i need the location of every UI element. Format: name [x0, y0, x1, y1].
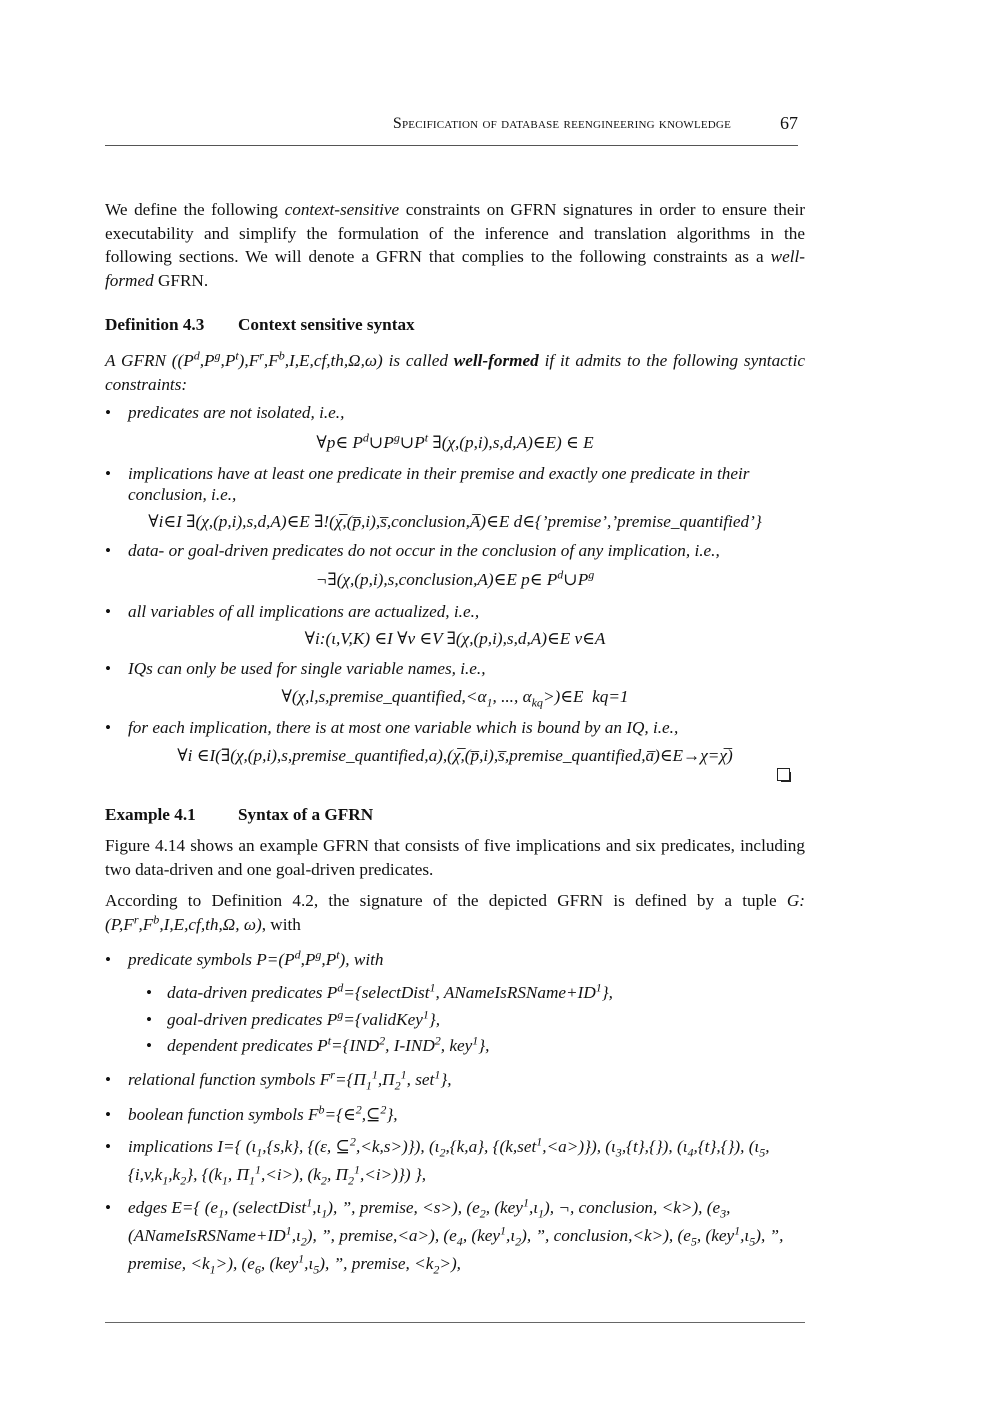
example-title: Syntax of a GFRN: [238, 805, 374, 824]
signature-subitem: • dependent predicates $P^t=\{IND^2$, I-IND$^2$, key$^1$},: [146, 1033, 490, 1055]
footer-rule: [105, 1322, 805, 1323]
end-of-definition-icon: [777, 768, 790, 781]
formula: ∀i:(ι,V,K) ∈I ∀v ∈V ∃(χ,(p,i),s,d,A)∈E v∈A: [304, 629, 606, 648]
running-header-title: Specification of database reengineering knowledge: [392, 115, 731, 132]
constraint-item: • implications have at least one predicate in their premise and exactly one predicate in their conclusion, i.e.,: [105, 464, 750, 504]
formula: ∀i ∈I(∃(χ,(p,i),s,premise_quantified,a),(χ̅,(p̅,i),s̅,premise_quantified,a̅)∈E→χ=χ̅): [177, 746, 733, 765]
definition-lead: A GFRN $((P^d,P^g,P^t),F^r,F^b,I,E,cf,th,\Omega,\omega)$ is called well-formed if it admits to the following syntactic constraints:: [105, 348, 805, 394]
signature-item: • relational function symbols $F^r=\{\Pi_1^1,\Pi_2^1$, set$^1$},: [105, 1067, 452, 1093]
constraint-item: • all variables of all implications are actualized, i.e.,: [105, 602, 480, 621]
definition-heading: [105, 315, 415, 335]
formula: ∀i∈I ∃(χ,(p,i),s,d,A)∈E ∃!(χ̅,(p̅,i),s̅,conclusion,A̅)∈E d∈{’premise’,’premise_quantified’}: [148, 512, 762, 531]
page-number: 67: [780, 113, 798, 133]
signature-subitem: • goal-driven predicates $P^g=\{validKey^1\}$,: [146, 1007, 441, 1029]
example-paragraph: Figure 4.14 shows an example GFRN that consists of five implications and six predicates, including two data-driven and one goal-driven predicates.: [105, 836, 805, 879]
signature-item: • boolean function symbols $F^b=\{\in^2,⊆^2\}$,: [105, 1102, 398, 1124]
formula: ¬∃(χ,(p,i),s,conclusion,A)∈E p∈ $P^d\cup P^g$: [315, 567, 595, 589]
signature-item: • predicate symbols $P=(P^d,P^g,P^t)$, with: [105, 947, 384, 969]
signature-item: • implications I={ ($\iota_1,\{s,k\}$, {(ε, ⊆$^2$,<k,s>)}), ($\iota_2,\{k,a\}$, {(k,set$^1$,<a>)}), $(\iota_3,\{t\},\{\})$, $(\iota_4,\{t\},\{\})$, ($\iota_5,\{i,v,k_1,k_2\}$, {($k_1$, $\Pi_1^1,<i>$), ($k_2$, $\Pi_2^1,<i>$)}) },: [105, 1134, 770, 1188]
formula: ∀p∈ $P^d\cup P^g\cup P^t$ ∃(χ,(p,i),s,d,A)∈E) ∈ E: [316, 430, 594, 452]
signature-subitem: • data-driven predicates $P^d=\{selectDist^1$, $ANameIsRSName+ID^1$},: [146, 980, 613, 1002]
definition-title: Context sensitive syntax: [238, 315, 415, 334]
constraint-item: • IQs can only be used for single variable names, i.e.,: [105, 659, 486, 678]
constraint-item: • predicates are not isolated, i.e.,: [105, 403, 345, 422]
constraint-item: • for each implication, there is at most one variable which is bound by an IQ, i.e.,: [105, 718, 679, 737]
constraint-item: • data- or goal-driven predicates do not occur in the conclusion of any implication, i.e.,: [105, 541, 720, 560]
intro-paragraph: We define the following context-sensitive constraints on GFRN signatures in order to ensure their executability and simplify the formulation of the inference and translation algorithms in the following sections. We will denote a GFRN that complies to the following constraints as a well-formed GFRN.: [105, 200, 805, 290]
running-header: [105, 113, 798, 146]
signature-item: • edges E={ ($e_1$, $(selectDist^1,\iota_1)$, ”, premise, <s>), ($e_2$, $(key^1,\iota_1)$, ¬, conclusion, <k>), ($e_3$, $(ANameIsRSName+ID^1,\iota_2)$, ”, premise,<a>), ($e_4$, $(key^1,\iota_2)$, ”, conclusion,<k>), ($e_5$, $(key^1,\iota_5)$, ”, premise, $<k_1>$), ($e_6$, $(key^1,\iota_5)$, ”, premise, $<k_2>$),: [105, 1195, 784, 1277]
formula: $\forall(\chi,l,s,premise\_quantified,<\alpha_1$, ..., $\alpha_{kq}>)\in E$ kq=1: [281, 687, 629, 710]
example-paragraph: According to Definition 4.2, the signature of the depicted GFRN is defined by a tuple $G:(P,F^r,F^b,I,E,cf,th,\Omega$, ω), with: [105, 891, 805, 934]
example-number: Example 4.1: [105, 805, 196, 824]
example-heading: [105, 805, 373, 825]
definition-number: Definition 4.3: [105, 315, 205, 334]
